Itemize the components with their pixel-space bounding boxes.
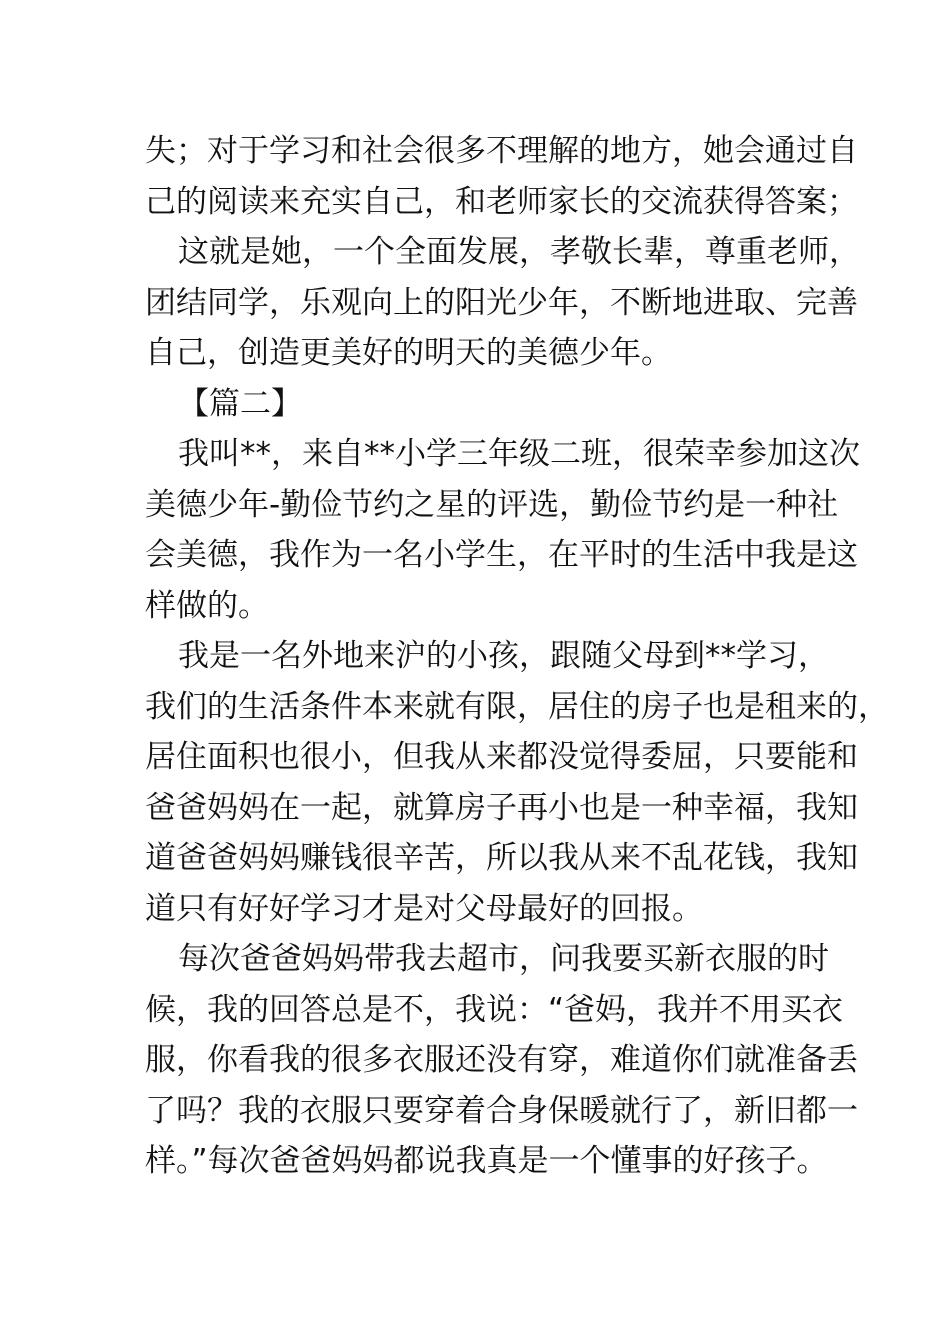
text-line: 我叫**，来自**小学三年级二班，很荣幸参加这次 <box>178 436 860 472</box>
text-line: 这就是她，一个全面发展，孝敬长辈，尊重老师， <box>178 234 860 270</box>
paragraph-body <box>145 429 860 631</box>
text-line: 我是一名外地来沪的小孩，跟随父母到**学习， <box>178 638 829 674</box>
text-line: 己的阅读来充实自己，和老师家长的交流获得答案； <box>145 183 858 220</box>
text-line: 每次爸爸妈妈带我去超市，问我要买新衣服的时 <box>178 941 829 977</box>
paragraph-body <box>145 631 889 934</box>
text-line: 居住面积也很小，但我从来都没觉得委屈，只要能和 <box>145 739 858 775</box>
text-line: 爸爸妈妈在一起，就算房子再小也是一种幸福，我知 <box>145 789 858 826</box>
text-line: 我们的生活条件本来就有限，居住的房子也是租来的， <box>145 688 889 725</box>
text-line: 会美德，我作为一名小学生，在平时的生活中我是这 <box>145 537 858 573</box>
text-line: 样做的。 <box>145 587 269 624</box>
text-line: 团结同学，乐观向上的阳光少年，不断地进取、完善 <box>145 284 858 321</box>
text-line: 样。”每次爸爸妈妈都说我真是一个懂事的好孩子。 <box>145 1143 828 1179</box>
paragraph-continuation <box>145 126 858 227</box>
section-heading <box>145 379 815 430</box>
text-line: 服，你看我的很多衣服还没有穿，难道你们就准备丢 <box>145 1042 858 1078</box>
text-line: 候，我的回答总是不，我说：“爸妈，我并不用买衣 <box>145 991 844 1028</box>
text-line: 了吗？我的衣服只要穿着合身保暖就行了，新旧都一 <box>145 1092 858 1129</box>
text-line: 道爸爸妈妈赚钱很辛苦，所以我从来不乱花钱，我知 <box>145 840 858 876</box>
paragraph-body <box>145 934 858 1187</box>
paragraph-body <box>145 227 860 379</box>
text-line: 失；对于学习和社会很多不理解的地方，她会通过自 <box>145 133 858 169</box>
document-page <box>145 126 889 1187</box>
text-line: 自己，创造更美好的明天的美德少年。 <box>145 335 672 371</box>
text-line: 道只有好好学习才是对父母最好的回报。 <box>145 890 703 927</box>
text-line: 美德少年-勤俭节约之星的评选，勤俭节约是一种社 <box>145 486 839 523</box>
heading-line: 【篇二】 <box>178 385 302 422</box>
